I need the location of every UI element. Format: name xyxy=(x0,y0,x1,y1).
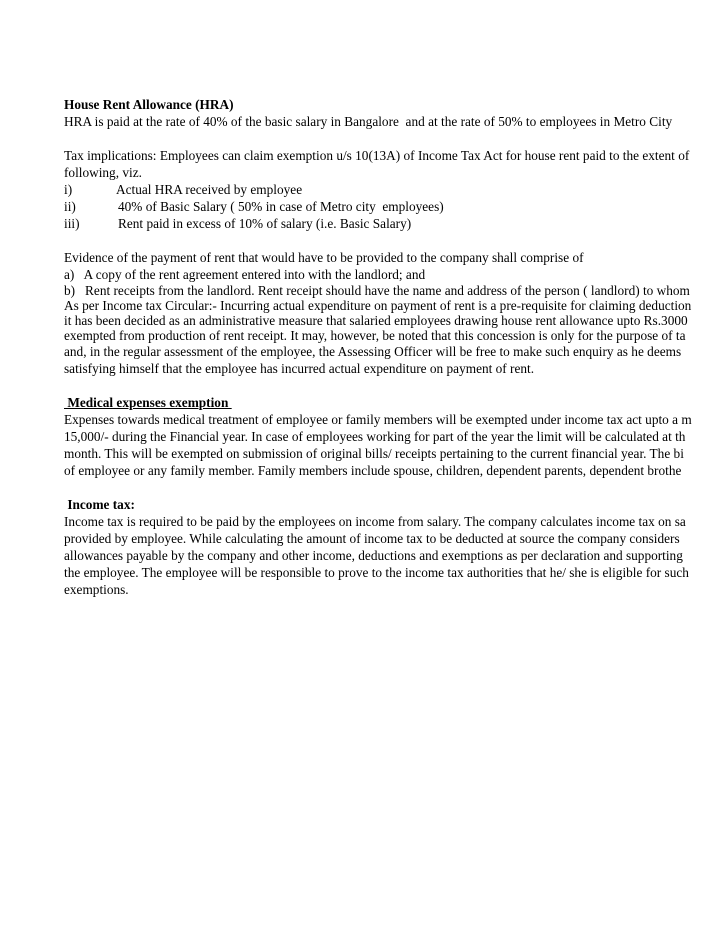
circular-line: and, in the regular assessment of the employee, the Assessing Officer will be free to make such enquiry as he deems xyxy=(64,344,682,359)
medical-line: of employee or any family member. Family members include spouse, children, dependent parents, dependent brothe xyxy=(64,463,682,478)
hra-list-item xyxy=(64,198,728,215)
spacer xyxy=(64,232,728,249)
spacer xyxy=(64,479,728,496)
income-tax-line: exemptions. xyxy=(64,582,129,597)
income-tax-line: Income tax is required to be paid by the employees on income from salary. The company calculates income tax on sa xyxy=(64,514,686,529)
income-tax-line: the employee. The employee will be responsible to prove to the income tax authorities that he/ she is eligible for such xyxy=(64,565,689,580)
hra-tax-implications-cont: following, viz. xyxy=(64,165,142,180)
medical-heading-row xyxy=(64,394,728,411)
medical-heading: Medical expenses exemption xyxy=(64,395,232,410)
list-text: Actual HRA received by employee xyxy=(116,182,303,197)
spacer xyxy=(64,130,728,147)
circular-line: it has been decided as an administrative measure that salaried employees drawing house rent allowance upto Rs.3000 xyxy=(64,313,688,328)
income-tax-heading: Income tax: xyxy=(64,497,135,512)
list-text: Rent paid in excess of 10% of salary (i.e. Basic Salary) xyxy=(118,216,412,231)
circular-line: exempted from production of rent receipt. It may, however, be noted that this concession is only for the purpose of ta xyxy=(64,328,686,343)
hra-rate-text: HRA is paid at the rate of 40% of the basic salary in Bangalore and at the rate of 50% to employees in Metro City xyxy=(64,114,673,129)
evidence-item-a: a) A copy of the rent agreement entered into with the landlord; and xyxy=(64,267,426,282)
medical-line: month. This will be exempted on submission of original bills/ receipts pertaining to the current financial year. The bi xyxy=(64,446,684,461)
document-body xyxy=(64,96,728,598)
income-tax-line: allowances payable by the company and other income, deductions and exemptions as per declaration and supporting xyxy=(64,548,683,563)
list-number: i) xyxy=(64,182,73,197)
medical-line: Expenses towards medical treatment of employee or family members will be exempted under income tax act upto a m xyxy=(64,412,692,427)
spacer xyxy=(64,377,728,394)
medical-line: 15,000/- during the Financial year. In case of employees working for part of the year the limit will be calculated at th xyxy=(64,429,686,444)
evidence-intro: Evidence of the payment of rent that would have to be provided to the company shall comprise of xyxy=(64,250,584,265)
list-number: iii) xyxy=(64,216,80,231)
list-text: 40% of Basic Salary ( 50% in case of Metro city employees) xyxy=(118,199,444,214)
income-tax-line: provided by employee. While calculating the amount of income tax to be deducted at source the company considers xyxy=(64,531,680,546)
list-number: ii) xyxy=(64,199,76,214)
circular-line: satisfying himself that the employee has incurred actual expenditure on payment of rent. xyxy=(64,361,535,376)
hra-list-item xyxy=(64,215,728,232)
hra-heading: House Rent Allowance (HRA) xyxy=(64,97,234,112)
hra-tax-implications: Tax implications: Employees can claim exemption u/s 10(13A) of Income Tax Act for house rent paid to the extent of xyxy=(64,148,690,163)
hra-list-item xyxy=(64,181,728,198)
evidence-item-b: b) Rent receipts from the landlord. Rent receipt should have the name and address of the person ( landlord) to whom xyxy=(64,283,690,298)
circular-line: As per Income tax Circular:- Incurring actual expenditure on payment of rent is a pre-requisite for claiming deduction xyxy=(64,298,692,313)
